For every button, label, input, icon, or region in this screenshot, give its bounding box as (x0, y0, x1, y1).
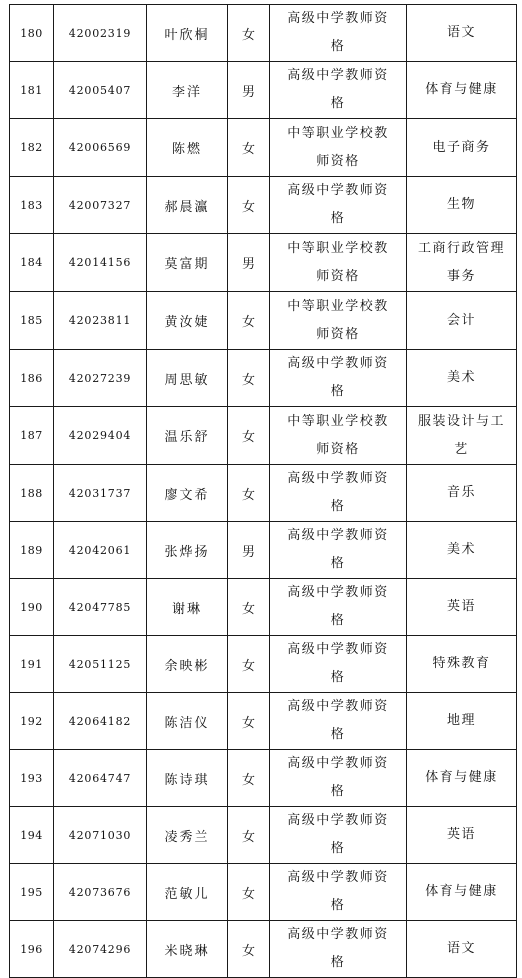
gender-cell (228, 864, 270, 921)
subject-text: 英语 (446, 599, 476, 614)
row-number-text: 192 (20, 714, 43, 728)
candidate-name-text: 张烨扬 (164, 544, 210, 560)
gender-text: 女 (241, 658, 255, 674)
gender-text: 女 (241, 829, 255, 845)
candidate-name-text: 凌秀兰 (164, 829, 210, 845)
subject-cell (407, 579, 517, 636)
subject-cell (407, 5, 517, 62)
teacher-qualification-table (9, 4, 517, 978)
candidate-id-text: 42006569 (68, 141, 132, 154)
gender-cell (228, 750, 270, 807)
row-number-cell (10, 636, 54, 693)
table-row (10, 62, 517, 119)
candidate-id-cell (54, 750, 147, 807)
subject-text: 工商行政管理事务 (417, 240, 505, 284)
qualification-type-text: 高级中学教师资格 (287, 927, 389, 970)
row-number-cell (10, 350, 54, 407)
candidate-name-text: 范敏儿 (164, 886, 210, 902)
candidate-name-text: 陈燃 (171, 142, 202, 157)
candidate-name-text: 黄汝婕 (164, 315, 210, 330)
candidate-name-text: 米晓琳 (164, 943, 210, 959)
candidate-id-cell (54, 636, 147, 693)
candidate-name-text: 周思敏 (164, 372, 210, 388)
subject-cell (407, 119, 517, 177)
subject-cell (407, 350, 517, 407)
candidate-name-cell (147, 465, 228, 522)
candidate-id-text: 42064747 (68, 771, 132, 785)
row-number-text: 182 (20, 141, 43, 154)
candidate-name-text: 廖文希 (164, 487, 210, 503)
row-number-cell (10, 5, 54, 62)
gender-cell (228, 579, 270, 636)
row-number-text: 186 (20, 371, 43, 385)
candidate-name-cell (147, 234, 228, 292)
row-number-text: 190 (20, 600, 43, 614)
qualification-type-text: 高级中学教师资格 (287, 356, 389, 399)
candidate-name-text: 谢琳 (171, 601, 202, 617)
qualification-type-cell (270, 750, 407, 807)
table-row (10, 864, 517, 921)
subject-cell (407, 522, 517, 579)
candidate-name-text: 莫富期 (164, 257, 210, 272)
row-number-text: 196 (20, 942, 43, 956)
candidate-name-text: 郝晨瀛 (164, 199, 210, 215)
qualification-type-text: 高级中学教师资格 (287, 813, 389, 856)
row-number-cell (10, 119, 54, 177)
subject-cell (407, 921, 517, 978)
table-row (10, 465, 517, 522)
candidate-id-cell (54, 119, 147, 177)
gender-text: 女 (241, 27, 255, 43)
candidate-name-text: 陈洁仪 (164, 715, 210, 731)
row-number-cell (10, 407, 54, 465)
gender-text: 女 (241, 772, 255, 788)
row-number-text: 181 (20, 83, 43, 97)
subject-text: 生物 (446, 197, 476, 212)
candidate-name-cell (147, 5, 228, 62)
candidate-id-text: 42014156 (68, 256, 132, 269)
qualification-type-cell (270, 234, 407, 292)
subject-cell (407, 750, 517, 807)
table-row (10, 5, 517, 62)
candidate-name-cell (147, 864, 228, 921)
table-row (10, 636, 517, 693)
gender-cell (228, 62, 270, 119)
qualification-type-text: 高级中学教师资格 (287, 870, 389, 913)
candidate-id-text: 42071030 (68, 828, 132, 842)
subject-cell (407, 234, 517, 292)
table-row (10, 350, 517, 407)
qualification-type-cell (270, 636, 407, 693)
row-number-cell (10, 921, 54, 978)
qualification-type-cell (270, 522, 407, 579)
gender-cell (228, 693, 270, 750)
qualification-type-cell (270, 350, 407, 407)
candidate-id-cell (54, 864, 147, 921)
qualification-type-cell (270, 62, 407, 119)
qualification-type-cell (270, 921, 407, 978)
candidate-name-cell (147, 177, 228, 234)
subject-cell (407, 636, 517, 693)
gender-cell (228, 465, 270, 522)
table-row (10, 807, 517, 864)
table-row (10, 579, 517, 636)
gender-cell (228, 350, 270, 407)
subject-cell (407, 807, 517, 864)
table-row (10, 921, 517, 978)
candidate-id-cell (54, 62, 147, 119)
subject-text: 英语 (446, 827, 476, 842)
table-row (10, 750, 517, 807)
gender-cell (228, 407, 270, 465)
qualification-type-text: 高级中学教师资格 (287, 11, 389, 54)
subject-text: 语文 (446, 941, 476, 956)
row-number-cell (10, 522, 54, 579)
candidate-id-text: 42023811 (68, 314, 132, 327)
candidate-name-text: 温乐舒 (164, 430, 210, 445)
row-number-cell (10, 807, 54, 864)
qualification-type-cell (270, 807, 407, 864)
candidate-id-text: 42051125 (68, 657, 132, 671)
candidate-id-text: 42029404 (68, 429, 132, 442)
candidate-name-cell (147, 522, 228, 579)
gender-cell (228, 5, 270, 62)
candidate-name-cell (147, 693, 228, 750)
gender-cell (228, 292, 270, 350)
candidate-id-text: 42002319 (68, 26, 132, 40)
subject-cell (407, 62, 517, 119)
gender-cell (228, 921, 270, 978)
row-number-cell (10, 177, 54, 234)
row-number-cell (10, 693, 54, 750)
qualification-type-text: 高级中学教师资格 (287, 642, 389, 685)
gender-text: 女 (241, 142, 255, 157)
candidate-id-text: 42064182 (68, 714, 132, 728)
qualification-type-cell (270, 693, 407, 750)
qualification-type-cell (270, 5, 407, 62)
candidate-name-cell (147, 292, 228, 350)
candidate-name-text: 余映彬 (164, 658, 210, 674)
subject-text: 美术 (446, 370, 476, 385)
gender-text: 男 (241, 544, 255, 560)
gender-cell (228, 234, 270, 292)
candidate-id-cell (54, 522, 147, 579)
table-row (10, 119, 517, 177)
row-number-text: 195 (20, 885, 43, 899)
qualification-type-text: 高级中学教师资格 (287, 68, 389, 111)
candidate-name-cell (147, 636, 228, 693)
candidate-id-cell (54, 693, 147, 750)
subject-text: 音乐 (446, 485, 476, 500)
table-row (10, 177, 517, 234)
gender-text: 女 (241, 372, 255, 388)
table-row (10, 407, 517, 465)
gender-text: 男 (241, 84, 255, 100)
subject-text: 体育与健康 (425, 82, 498, 97)
candidate-name-cell (147, 750, 228, 807)
gender-cell (228, 119, 270, 177)
candidate-id-text: 42074296 (68, 942, 132, 956)
row-number-cell (10, 750, 54, 807)
candidate-id-text: 42031737 (68, 486, 132, 500)
candidate-name-text: 叶欣桐 (164, 27, 210, 43)
row-number-cell (10, 864, 54, 921)
table-row (10, 522, 517, 579)
qualification-type-text: 高级中学教师资格 (287, 471, 389, 514)
subject-text: 地理 (446, 713, 476, 728)
subject-text: 会计 (446, 312, 476, 328)
row-number-text: 187 (20, 429, 43, 442)
qualification-type-text: 高级中学教师资格 (287, 756, 389, 799)
gender-cell (228, 522, 270, 579)
row-number-text: 193 (20, 771, 43, 785)
candidate-id-text: 42005407 (68, 83, 132, 97)
qualification-type-cell (270, 407, 407, 465)
candidate-id-text: 42027239 (68, 371, 132, 385)
candidate-name-cell (147, 921, 228, 978)
gender-cell (228, 636, 270, 693)
subject-text: 语文 (446, 25, 476, 40)
subject-text: 美术 (446, 542, 476, 557)
subject-cell (407, 693, 517, 750)
row-number-cell (10, 292, 54, 350)
qualification-type-text: 高级中学教师资格 (287, 585, 389, 628)
table-body (10, 5, 517, 978)
row-number-text: 185 (20, 314, 43, 327)
candidate-name-cell (147, 119, 228, 177)
qualification-type-text: 高级中学教师资格 (287, 528, 389, 571)
qualification-type-cell (270, 119, 407, 177)
subject-cell (407, 465, 517, 522)
row-number-cell (10, 62, 54, 119)
gender-text: 女 (241, 487, 255, 503)
subject-text: 服装设计与工艺 (417, 413, 505, 457)
candidate-id-cell (54, 234, 147, 292)
candidate-id-cell (54, 350, 147, 407)
subject-text: 特殊教育 (432, 656, 491, 671)
candidate-name-text: 李洋 (171, 84, 202, 100)
gender-text: 女 (241, 943, 255, 959)
candidate-id-cell (54, 177, 147, 234)
row-number-text: 194 (20, 828, 43, 842)
qualification-type-text: 中等职业学校教师资格 (287, 125, 389, 169)
qualification-type-cell (270, 864, 407, 921)
candidate-id-text: 42073676 (68, 885, 132, 899)
row-number-cell (10, 234, 54, 292)
gender-text: 女 (241, 601, 255, 617)
row-number-text: 191 (20, 657, 43, 671)
table-row (10, 292, 517, 350)
qualification-type-text: 中等职业学校教师资格 (287, 413, 389, 457)
subject-cell (407, 407, 517, 465)
qualification-type-text: 中等职业学校教师资格 (287, 240, 389, 284)
row-number-text: 188 (20, 486, 43, 500)
gender-text: 女 (241, 430, 255, 445)
row-number-text: 189 (20, 543, 43, 557)
candidate-id-cell (54, 5, 147, 62)
candidate-id-cell (54, 292, 147, 350)
row-number-cell (10, 465, 54, 522)
subject-text: 体育与健康 (425, 884, 498, 899)
subject-cell (407, 864, 517, 921)
qualification-type-text: 高级中学教师资格 (287, 183, 389, 226)
gender-cell (228, 177, 270, 234)
subject-text: 电子商务 (432, 139, 491, 155)
candidate-name-text: 陈诗琪 (164, 772, 210, 788)
candidate-id-text: 42042061 (68, 543, 132, 557)
gender-cell (228, 807, 270, 864)
row-number-text: 180 (20, 26, 43, 40)
qualification-type-cell (270, 177, 407, 234)
qualification-type-cell (270, 465, 407, 522)
row-number-text: 183 (20, 198, 43, 212)
candidate-id-cell (54, 579, 147, 636)
qualification-type-text: 中等职业学校教师资格 (287, 298, 389, 342)
candidate-name-cell (147, 62, 228, 119)
candidate-id-text: 42047785 (68, 600, 132, 614)
gender-text: 女 (241, 315, 255, 330)
candidate-name-cell (147, 807, 228, 864)
table-row (10, 234, 517, 292)
qualification-type-cell (270, 579, 407, 636)
gender-text: 女 (241, 199, 255, 215)
gender-text: 女 (241, 886, 255, 902)
subject-text: 体育与健康 (425, 770, 498, 785)
candidate-id-cell (54, 465, 147, 522)
qualification-type-text: 高级中学教师资格 (287, 699, 389, 742)
candidate-list-container (9, 4, 517, 978)
table-row (10, 693, 517, 750)
candidate-id-cell (54, 921, 147, 978)
subject-cell (407, 177, 517, 234)
subject-cell (407, 292, 517, 350)
candidate-id-text: 42007327 (68, 198, 132, 212)
candidate-name-cell (147, 407, 228, 465)
candidate-id-cell (54, 807, 147, 864)
row-number-cell (10, 579, 54, 636)
gender-text: 女 (241, 715, 255, 731)
qualification-type-cell (270, 292, 407, 350)
candidate-name-cell (147, 350, 228, 407)
candidate-name-cell (147, 579, 228, 636)
gender-text: 男 (241, 257, 255, 272)
candidate-id-cell (54, 407, 147, 465)
row-number-text: 184 (20, 256, 43, 269)
